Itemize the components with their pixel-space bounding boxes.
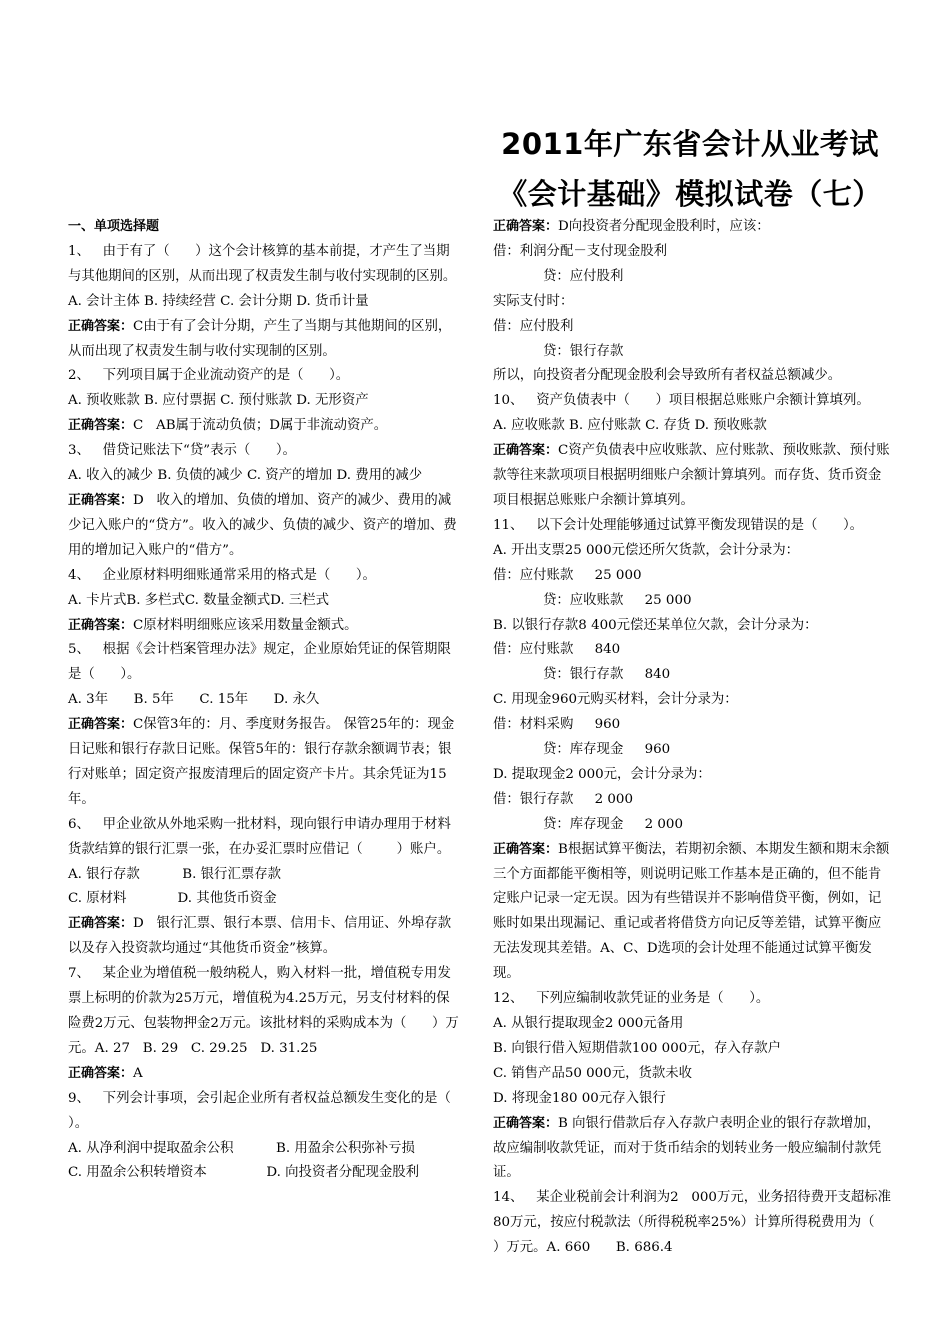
text-line — [493, 688, 893, 713]
text-line — [493, 614, 893, 639]
answer-paragraph — [493, 1112, 893, 1187]
text-content: 一、单项选择题 — [68, 219, 160, 234]
text-content: 借：应付股利 — [493, 318, 574, 334]
text-line — [68, 364, 460, 389]
text-content: 贷：银行存款 840 — [543, 667, 671, 683]
text-content: 1、 由于有了（ ）这个会计核算的基本前提，才产生了当期与其他期间的区别，从而出现了权责发生制与收付实现制的区别。 — [68, 243, 457, 284]
text-content: 贷：库存现金 960 — [543, 742, 671, 758]
text-line — [493, 987, 893, 1012]
text-line — [68, 638, 460, 688]
text-line — [493, 1087, 893, 1112]
text-content: 12、 下列应编制收款凭证的业务是（ ）。 — [493, 991, 770, 1007]
text-line — [68, 240, 460, 290]
text-line — [68, 290, 460, 315]
text-line — [493, 290, 893, 315]
text-content: 贷：银行存款 — [543, 343, 624, 359]
text-line — [68, 464, 460, 489]
text-content: A. 会计主体 B. 持续经营 C. 会计分期 D. 货币计量 — [68, 293, 369, 309]
text-line — [493, 738, 893, 763]
text-content: C原材料明细账应该采用数量金额式。 — [133, 617, 358, 633]
text-line — [68, 688, 460, 713]
text-line — [493, 713, 893, 738]
text-content: C. 用现金960元购买材料，会计分录为： — [493, 692, 738, 708]
answer-label: 正确答案： — [68, 717, 134, 733]
text-content: 贷：库存现金 2 000 — [543, 816, 683, 832]
text-line — [493, 265, 893, 290]
text-content: C AB属于流动负债；D属于非流动资产。 — [133, 418, 388, 434]
text-content: 4、 企业原材料明细账通常采用的格式是（ ）。 — [68, 567, 376, 583]
text-line — [493, 514, 893, 539]
text-content: A. 开出支票25 000元偿还所欠货款，会计分录为： — [493, 542, 800, 558]
answer-paragraph — [68, 614, 460, 639]
text-content: 借：利润分配－支付现金股利 — [493, 243, 668, 259]
text-line — [68, 439, 460, 464]
text-content: 10、 资产负债表中（ ）项目根据总账账户余额计算填列。 — [493, 393, 870, 409]
text-content: D 收入的增加、负债的增加、资产的减少、费用的减少记入账户的“贷方”。收入的减少、负债的减少、资产的增加、费用的增加记入账户的“借方”。 — [68, 492, 457, 558]
text-line — [493, 663, 893, 688]
text-line — [68, 813, 460, 863]
answer-label: 正确答案： — [68, 418, 134, 434]
text-line — [493, 564, 893, 589]
left-text-column — [68, 215, 477, 1186]
section-heading — [68, 215, 460, 240]
text-content: 实际支付时： — [493, 293, 574, 309]
text-line — [68, 1161, 460, 1186]
answer-paragraph — [68, 713, 460, 813]
text-content: C由于有了会计分期，产生了当期与其他期间的区别，从而出现了权责发生制与收付实现制的区别。 — [68, 318, 452, 359]
text-content: A. 银行存款 B. 银行汇票存款 — [68, 866, 282, 882]
text-line — [68, 589, 460, 614]
text-content: B. 以银行存款8 400元偿还某单位欠款，会计分录为： — [493, 617, 818, 633]
answer-paragraph — [493, 838, 893, 987]
text-line — [493, 763, 893, 788]
text-line — [68, 1137, 460, 1162]
text-content: C. 销售产品50 000元，货款未收 — [493, 1065, 693, 1081]
text-content: 借：银行存款 2 000 — [493, 791, 633, 807]
text-content: 11、 以下会计处理能够通过试算平衡发现错误的是（ ）。 — [493, 517, 864, 533]
text-line — [493, 364, 893, 389]
text-content: A. 3年 B. 5年 C. 15年 D. 永久 — [68, 692, 320, 708]
text-content: 所以，向投资者分配现金股利会导致所有者权益总额减少。 — [493, 368, 842, 384]
text-line — [68, 863, 460, 888]
text-content: 贷：应付股利 — [543, 268, 624, 284]
text-line — [68, 887, 460, 912]
text-content: 借：材料采购 960 — [493, 717, 621, 733]
text-content: B 向银行借款后存入存款户表明企业的银行存款增加，故应编制收款凭证，而对于货币结余的划转业务一般应编制付款凭证。 — [493, 1115, 882, 1181]
text-content: B根据试算平衡法，若期初余额、本期发生额和期末余额三个方面都能平衡相等，则说明记账工作基本是正确的，但不能肯定账户记录一定无误。因为有些错误并不影响借贷平衡，例如，记账时如果出现漏记、重记或者将借贷方向记反等差错，试算平衡应无法发现其差错。A、C、D选项的会计处理不能通过试算平衡发现。 — [493, 841, 890, 982]
text-line — [493, 340, 893, 365]
answer-paragraph — [493, 439, 893, 514]
text-content: A. 卡片式B. 多栏式C. 数量金额式D. 三栏式 — [68, 592, 330, 608]
answer-label: 正确答案： — [68, 1065, 134, 1081]
text-line — [68, 962, 460, 1062]
answer-label: 正确答案： — [68, 617, 134, 633]
text-content: A — [133, 1065, 143, 1081]
text-line — [493, 813, 893, 838]
text-line — [493, 539, 893, 564]
text-line — [493, 788, 893, 813]
text-content: A. 从净利润中提取盈余公积 B. 用盈余公积弥补亏损 — [68, 1140, 415, 1156]
answer-paragraph — [68, 1062, 460, 1087]
text-line — [493, 315, 893, 340]
text-content: A. 收入的减少 B. 负债的减少 C. 资产的增加 D. 费用的减少 — [68, 468, 423, 484]
text-content: 7、 某企业为增值税一般纳税人，购入材料一批，增值税专用发票上标明的价款为25万元，增值税为4.25万元，另支付材料的保险费2万元、包装物押金2万元。该批材料的采购成本为（ ）万元。A. 27 B. 29 C. 29.25 D. 31.25 — [68, 966, 459, 1056]
text-line — [493, 1186, 901, 1261]
text-line — [493, 240, 893, 265]
text-line — [493, 1012, 893, 1037]
text-content: C. 用盈余公积转增资本 D. 向投资者分配现金股利 — [68, 1165, 420, 1181]
text-content: 9、 下列会计事项，会引起企业所有者权益总额发生变化的是（ ）。 — [68, 1090, 477, 1131]
answer-label: 正确答案： — [493, 219, 559, 234]
answer-label: 正确答案： — [68, 318, 134, 334]
text-line — [493, 1037, 893, 1062]
text-line — [493, 389, 893, 414]
text-content: 3、 借贷记账法下“贷”表示（ ）。 — [68, 443, 296, 459]
document-title-line2: 《会计基础》模拟试卷（七） — [498, 177, 882, 211]
text-content: C资产负债表中应收账款、应付账款、预收账款、预付账款等往来款项项目根据明细账户余额计算填列。而存货、货币资金项目根据总账账户余额计算填列。 — [493, 443, 890, 508]
answer-paragraph — [68, 414, 460, 439]
answer-paragraph — [68, 315, 460, 365]
text-content: 2、 下列项目属于企业流动资产的是（ ）。 — [68, 368, 350, 384]
text-line — [493, 1062, 893, 1087]
text-line — [493, 638, 893, 663]
text-content: 借：应付账款 840 — [493, 642, 621, 658]
document-title-line1: 2011年广东省会计从业考试 — [501, 127, 879, 161]
answer-label: 正确答案： — [68, 492, 134, 508]
text-line — [68, 564, 460, 589]
text-content: A. 预收账款 B. 应付票据 C. 预付账款 D. 无形资产 — [68, 393, 369, 409]
text-content: 6、 甲企业欲从外地采购一批材料，现向银行申请办理用于材料货款结算的银行汇票一张，在办妥汇票时应借记（ ）账户。 — [68, 816, 451, 857]
text-content: A. 从银行提取现金2 000元备用 — [493, 1016, 684, 1031]
text-content: D. 提取现金2 000元，会计分录为： — [493, 766, 711, 782]
answer-paragraph — [68, 912, 460, 962]
answer-paragraph — [68, 489, 460, 564]
text-content: C保管3年的：月、季度财务报告。 保管25年的：现金日记账和银行存款日记账。保管5年的：银行存款余额调节表；银行对账单；固定资产报废清理后的固定资产卡片。其余凭证为15年。 — [68, 717, 455, 807]
answer-paragraph — [493, 215, 893, 240]
text-content: 5、 根据《会计档案管理办法》规定，企业原始凭证的保管期限是（ ）。 — [68, 642, 451, 683]
text-content: D向投资者分配现金股利时，应该： — [558, 219, 770, 234]
text-content: A. 应收账款 B. 应付账款 C. 存货 D. 预收账款 — [493, 418, 767, 434]
answer-label: 正确答案： — [68, 916, 134, 932]
right-text-column — [493, 215, 901, 1261]
answer-label: 正确答案： — [493, 443, 559, 459]
text-line — [493, 414, 893, 439]
answer-label: 正确答案： — [493, 1115, 559, 1131]
text-content: B. 向银行借入短期借款100 000元，存入存款户 — [493, 1040, 781, 1056]
answer-label: 正确答案： — [493, 841, 559, 857]
text-content: D. 将现金180 00元存入银行 — [493, 1090, 666, 1106]
text-line — [493, 589, 893, 614]
text-content: 贷：应收账款 25 000 — [543, 592, 692, 608]
text-line — [68, 389, 460, 414]
text-line — [68, 1087, 477, 1137]
text-content: D 银行汇票、银行本票、信用卡、信用证、外埠存款以及存入投资款均通过“其他货币资金”核算。 — [68, 916, 452, 957]
text-content: 借：应付账款 25 000 — [493, 567, 642, 583]
text-content: 14、 某企业税前会计利润为2 000万元，业务招待费开支超标准80万元，按应付税款法（所得税税率25%）计算所得税费用为（ ）万元。A. 660 B. 686.4 — [493, 1190, 901, 1256]
text-content: C. 原材料 D. 其他货币资金 — [68, 891, 277, 907]
